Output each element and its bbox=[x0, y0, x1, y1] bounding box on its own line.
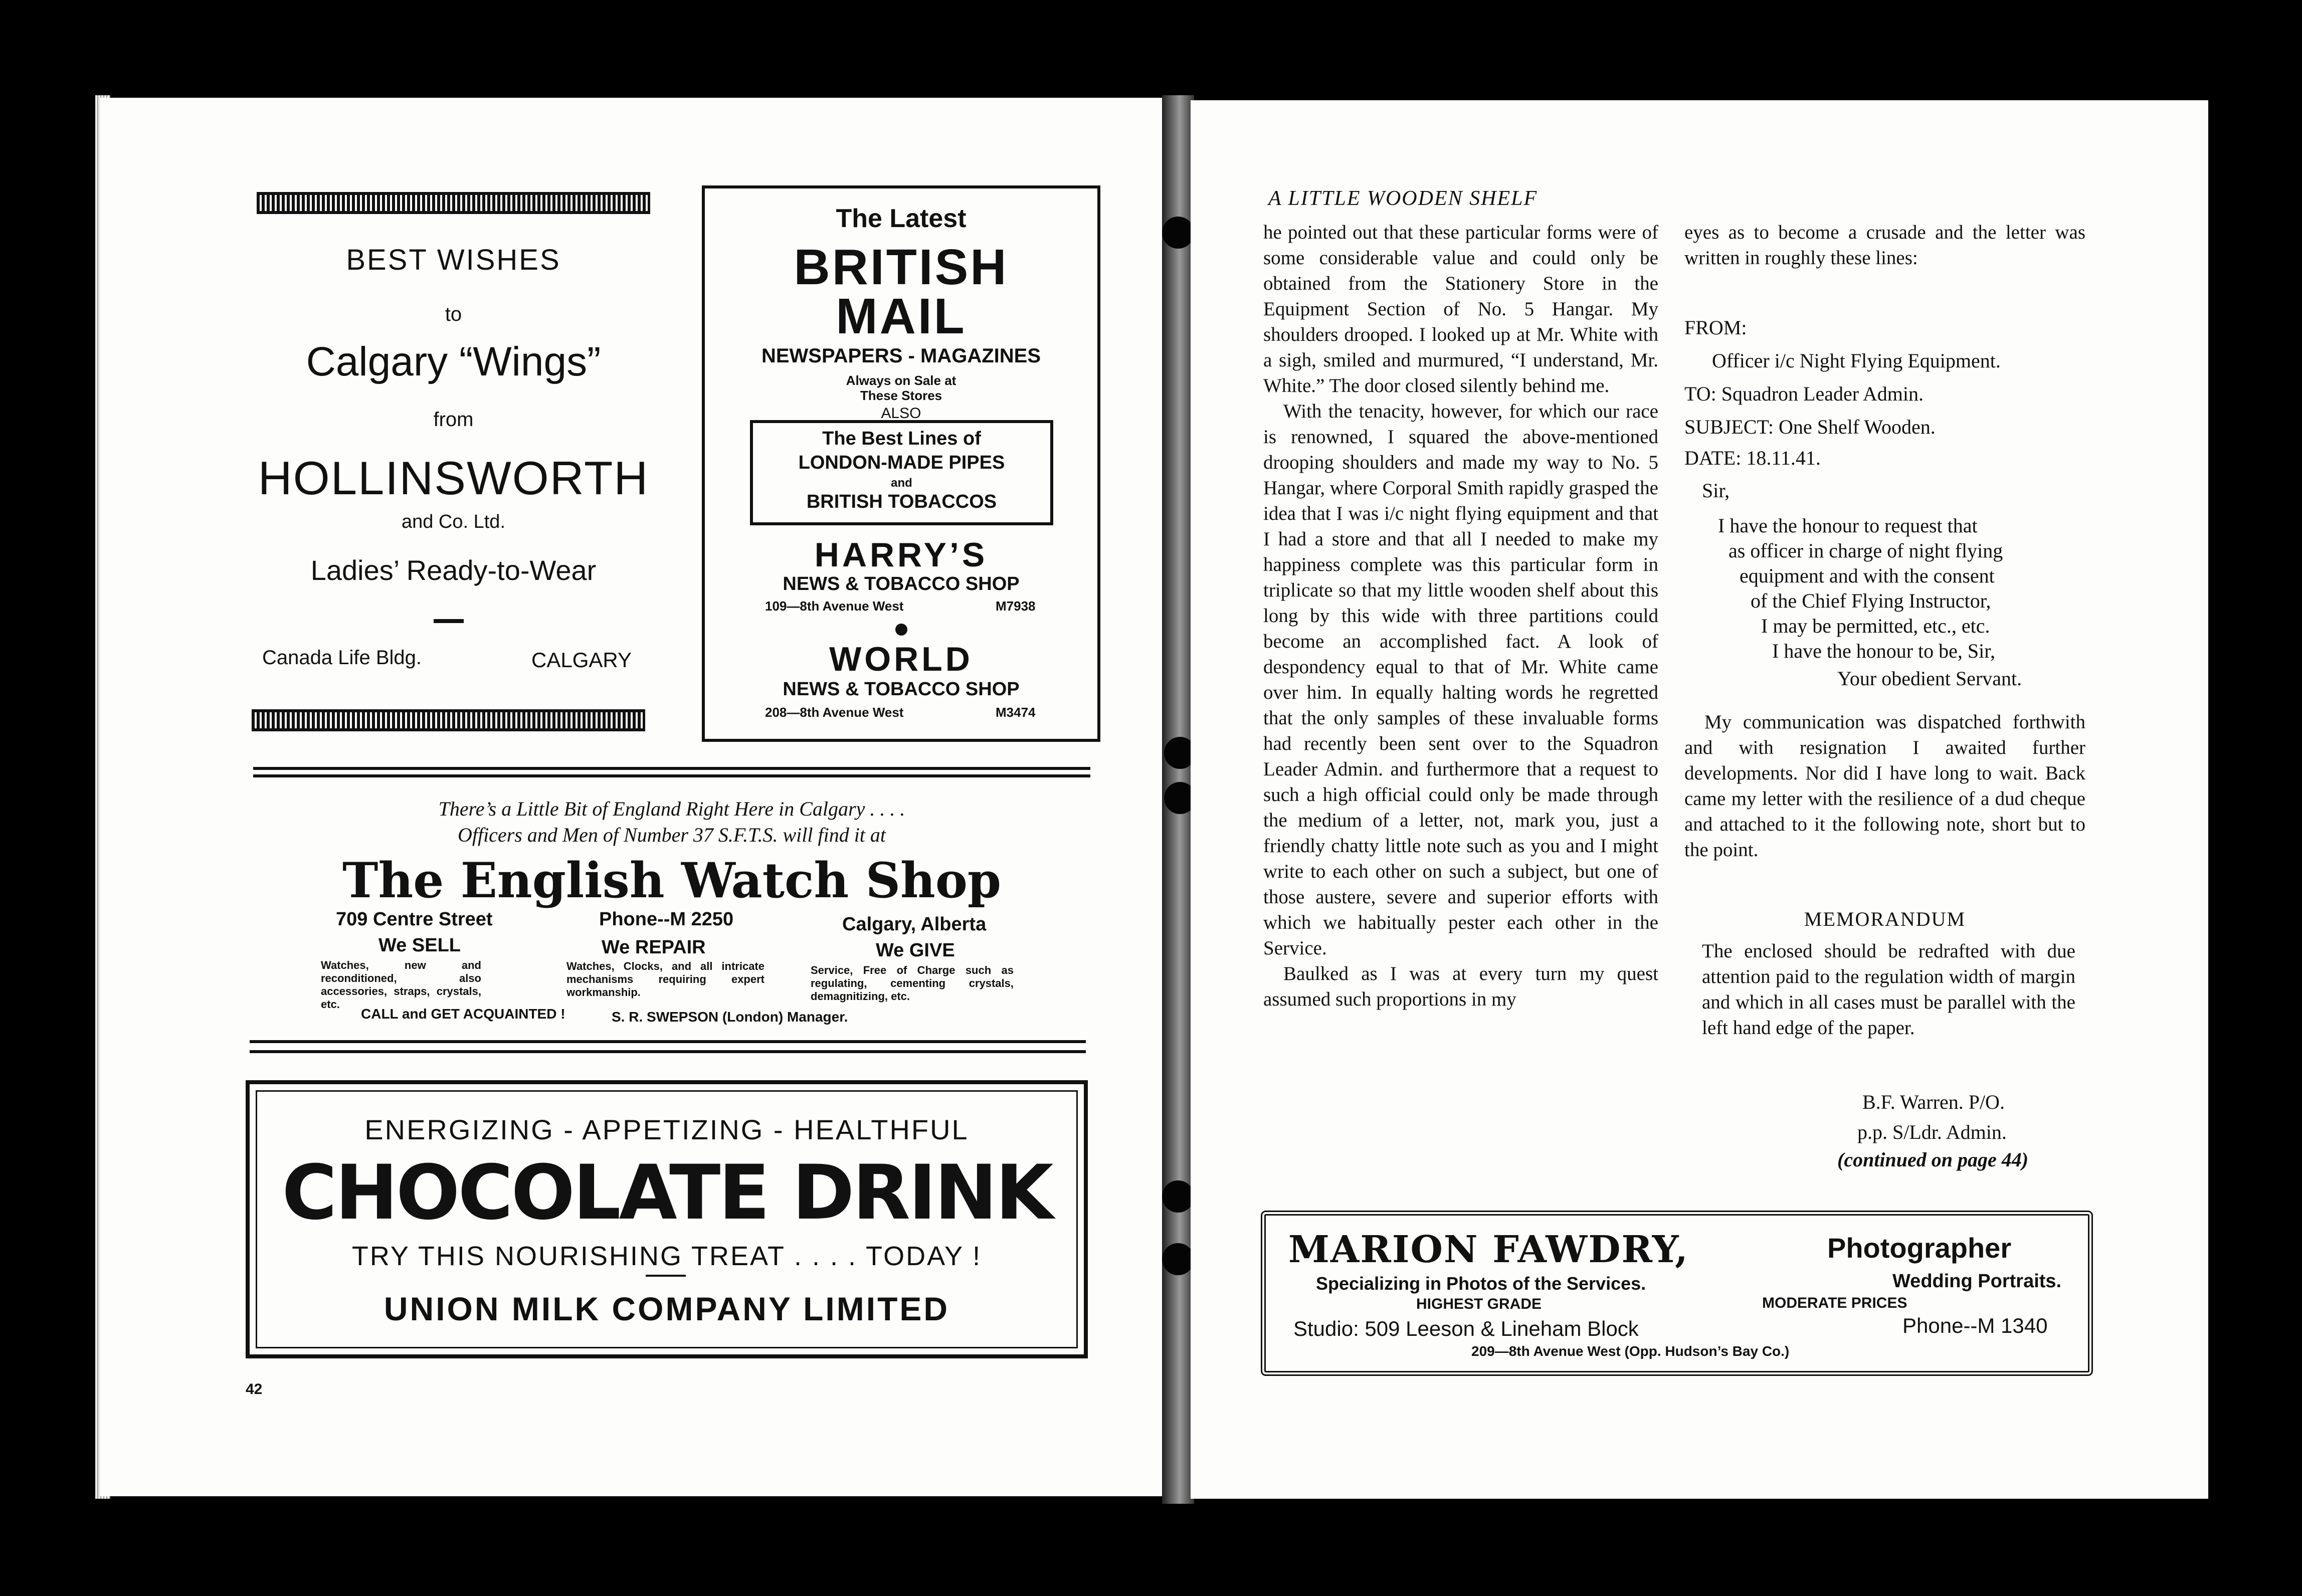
rule-top-1 bbox=[253, 767, 1090, 770]
letter-from-label: FROM: bbox=[1684, 316, 1747, 339]
small-divider bbox=[646, 1275, 686, 1277]
rule-bottom-1 bbox=[250, 1040, 1086, 1043]
letter-salutation: Sir, bbox=[1702, 479, 1730, 502]
pipes-line3: and bbox=[891, 476, 912, 490]
pipes-box bbox=[750, 420, 1053, 525]
pipes-line4: BRITISH TOBACCOS bbox=[806, 491, 997, 512]
memo-sign-2: p.p. S/Ldr. Admin. bbox=[1857, 1121, 2007, 1143]
watch-shop-name: The English Watch Shop bbox=[342, 852, 1001, 909]
latest-headline: The Latest bbox=[836, 204, 967, 233]
world-shop-sub: NEWS & TOBACCO SHOP bbox=[783, 679, 1020, 700]
memo-title: MEMORANDUM bbox=[1804, 908, 1966, 930]
col1-para-1: he pointed out that these particular forms were of some considerable value and could only be obtained from the Stationery Store in the Equipment Section of No. 5 Hangar. My shoulders drooped. I looked up at Mr. White with a sigh, smiled and murmured, “I understand, Mr. White.” The door closed silently behind me. bbox=[1263, 222, 1658, 396]
fawdry-address: 209—8th Avenue West (Opp. Hudson’s Bay Co.) bbox=[1471, 1343, 1790, 1359]
fawdry-name: MARION FAWDRY, bbox=[1288, 1228, 1689, 1271]
letter-body-6: I have the honour to be, Sir, bbox=[1772, 640, 1995, 662]
watch-address: 709 Centre Street bbox=[336, 909, 493, 930]
hollinsworth-name: HOLLINSWORTH bbox=[258, 452, 649, 504]
pipes-line1: The Best Lines of bbox=[822, 428, 981, 449]
chocolate-title: CHOCOLATE DRINK bbox=[282, 1149, 1052, 1237]
page-number: 42 bbox=[246, 1381, 263, 1398]
harrys-phone: M7938 bbox=[996, 598, 1036, 614]
world-phone: M3474 bbox=[996, 705, 1036, 720]
calgary-wings-text: Calgary “Wings” bbox=[306, 339, 601, 384]
col2-paragraph bbox=[1684, 709, 2085, 863]
location-text: Canada Life Bldg. bbox=[262, 647, 422, 669]
letter-from: Officer i/c Night Flying Equipment. bbox=[1712, 349, 2001, 372]
sell-text: Watches, new and reconditioned, also accessories, straps, crystals, etc. bbox=[321, 959, 481, 1011]
watch-city: Calgary, Alberta bbox=[842, 914, 987, 935]
harrys-ad bbox=[702, 185, 1100, 742]
officers-line: Officers and Men of Number 37 S.F.T.S. will find it at bbox=[457, 824, 886, 846]
city-text: CALGARY bbox=[531, 648, 632, 672]
memo-text: The enclosed should be redrafted with due attention paid to the regulation width of margin and which in all cases must be parallel with the left hand edge of the paper. bbox=[1702, 940, 2075, 1039]
left-page bbox=[100, 98, 1166, 1496]
give-text: Service, Free of Charge such as regulating, cementing crystals, demagnitizing, etc. bbox=[811, 964, 1014, 1003]
right-page bbox=[1191, 100, 2208, 1499]
best-wishes-text: BEST WISHES bbox=[346, 244, 561, 276]
chocolate-sub: TRY THIS NOURISHING TREAT . . . . TODAY ! bbox=[351, 1241, 982, 1271]
also-text: ALSO bbox=[881, 405, 921, 422]
to-text: to bbox=[445, 303, 462, 325]
fawdry-ad bbox=[1261, 1211, 2093, 1376]
col1-para-2: With the tenacity, however, for which our race is renowned, I squared the above-mentioned drooping shoulders and made my way to No. 5 Hangar, where Corporal Smith rapidly grasped the idea that I was i/c night flying equipment and that I had a store and that all I needed to make my happiness complete was this particular form in triplicate so that my little wooden shelf about this long by this wide with three partitions could become an accomplished fact. A look of despondency equal to that of Mr. White came over him. In equally halting words he regretted that the only samples of these invaluable forms had recently been sent over to the Squadron Leader Admin. and furthermore that a request to such a high official could only be made through the medium of a letter, not, mark you, just a friendly chatty little note such as you and I might write to each other on such a subject, but one of those austere, severe and superior efforts with which we habitually pester each other in the Service. bbox=[1263, 401, 1658, 959]
pipes-line2: LONDON-MADE PIPES bbox=[798, 452, 1005, 473]
bullet-dot bbox=[895, 624, 907, 636]
letter-subject: SUBJECT: One Shelf Wooden. bbox=[1684, 416, 1936, 438]
divider-ornament bbox=[434, 619, 464, 623]
memo-body bbox=[1702, 938, 2075, 1041]
letter-date: DATE: 18.11.41. bbox=[1684, 447, 1821, 469]
product-text: Ladies’ Ready-to-Wear bbox=[310, 554, 597, 586]
chocolate-ad bbox=[246, 1080, 1088, 1358]
rule-top-2 bbox=[253, 774, 1090, 777]
sell-title: We SELL bbox=[378, 935, 461, 956]
decorative-border-top bbox=[257, 192, 650, 214]
binding-hole bbox=[1162, 217, 1194, 249]
from-text: from bbox=[433, 409, 474, 431]
harrys-shop-name: HARRY’S bbox=[814, 536, 988, 574]
repair-title: We REPAIR bbox=[602, 937, 706, 958]
memo-sign-1: B.F. Warren. P/O. bbox=[1862, 1091, 2005, 1113]
rule-bottom-2 bbox=[250, 1050, 1086, 1053]
on-sale-text: Always on Sale at bbox=[846, 373, 956, 388]
decorative-border-bottom bbox=[252, 709, 645, 731]
letter-body-1: I have the honour to request that bbox=[1718, 514, 1978, 537]
article-column-2 bbox=[1684, 220, 2085, 271]
fawdry-photographer: Photographer bbox=[1827, 1232, 2012, 1264]
binding-hole bbox=[1162, 1243, 1194, 1275]
letter-body-7: Your obedient Servant. bbox=[1837, 667, 2022, 690]
england-line: There’s a Little Bit of England Right Here in Calgary . . . . bbox=[438, 797, 905, 820]
newspapers-subtitle: NEWSPAPERS - MAGAZINES bbox=[761, 345, 1041, 367]
article-column-1 bbox=[1263, 220, 1658, 1012]
col2-para: My communication was dispatched forthwith and with resignation I awaited further developments. Nor did I have long to wait. Back came my letter with the resilience of a dud cheque and attached to it the following note, short but to the point. bbox=[1684, 711, 2085, 861]
continued-note: (continued on page 44) bbox=[1837, 1148, 2029, 1171]
letter-body-3: equipment and with the consent bbox=[1740, 564, 1995, 587]
binding-hole bbox=[1162, 1180, 1194, 1213]
harrys-shop-sub: NEWS & TOBACCO SHOP bbox=[783, 573, 1020, 594]
harrys-address: 109—8th Avenue West bbox=[765, 598, 904, 614]
fawdry-phone: Phone--M 1340 bbox=[1902, 1314, 2048, 1337]
repair-text: Watches, Clocks, and all intricate mechanisms requiring expert workmanship. bbox=[566, 960, 764, 999]
watch-phone: Phone--M 2250 bbox=[599, 909, 734, 930]
fawdry-grade: HIGHEST GRADE bbox=[1416, 1296, 1542, 1312]
company-text: and Co. Ltd. bbox=[401, 511, 506, 532]
fawdry-studio: Studio: 509 Leeson & Lineham Block bbox=[1293, 1317, 1639, 1340]
fawdry-prices: MODERATE PRICES bbox=[1762, 1295, 1907, 1311]
letter-body-4: of the Chief Flying Instructor, bbox=[1751, 589, 1991, 612]
fawdry-wedding: Wedding Portraits. bbox=[1892, 1271, 2062, 1292]
mail-title: MAIL bbox=[836, 288, 967, 344]
union-milk-company: UNION MILK COMPANY LIMITED bbox=[383, 1290, 950, 1327]
col2-intro: eyes as to become a crusade and the letter was written in roughly these lines: bbox=[1684, 222, 2085, 269]
give-title: We GIVE bbox=[876, 940, 955, 961]
article-title: A LITTLE WOODEN SHELF bbox=[1268, 187, 1538, 210]
letter-body-2: as officer in charge of night flying bbox=[1729, 539, 2003, 562]
chocolate-tagline: ENERGIZING - APPETIZING - HEALTHFUL bbox=[364, 1114, 969, 1145]
letter-body-5: I may be permitted, etc., etc. bbox=[1761, 615, 1990, 637]
british-title: BRITISH bbox=[794, 239, 1009, 295]
call-text: CALL and GET ACQUAINTED ! bbox=[361, 1006, 565, 1022]
letter-to: TO: Squadron Leader Admin. bbox=[1684, 382, 1924, 405]
fawdry-special: Specializing in Photos of the Services. bbox=[1316, 1273, 1646, 1294]
world-shop-name: WORLD bbox=[829, 640, 973, 678]
col1-para-3: Baulked as I was at every turn my quest assumed such proportions in my bbox=[1263, 963, 1658, 1010]
manager-text: S. R. SWEPSON (London) Manager. bbox=[612, 1009, 848, 1025]
world-address: 208—8th Avenue West bbox=[765, 705, 904, 720]
stores-text: These Stores bbox=[860, 388, 942, 403]
